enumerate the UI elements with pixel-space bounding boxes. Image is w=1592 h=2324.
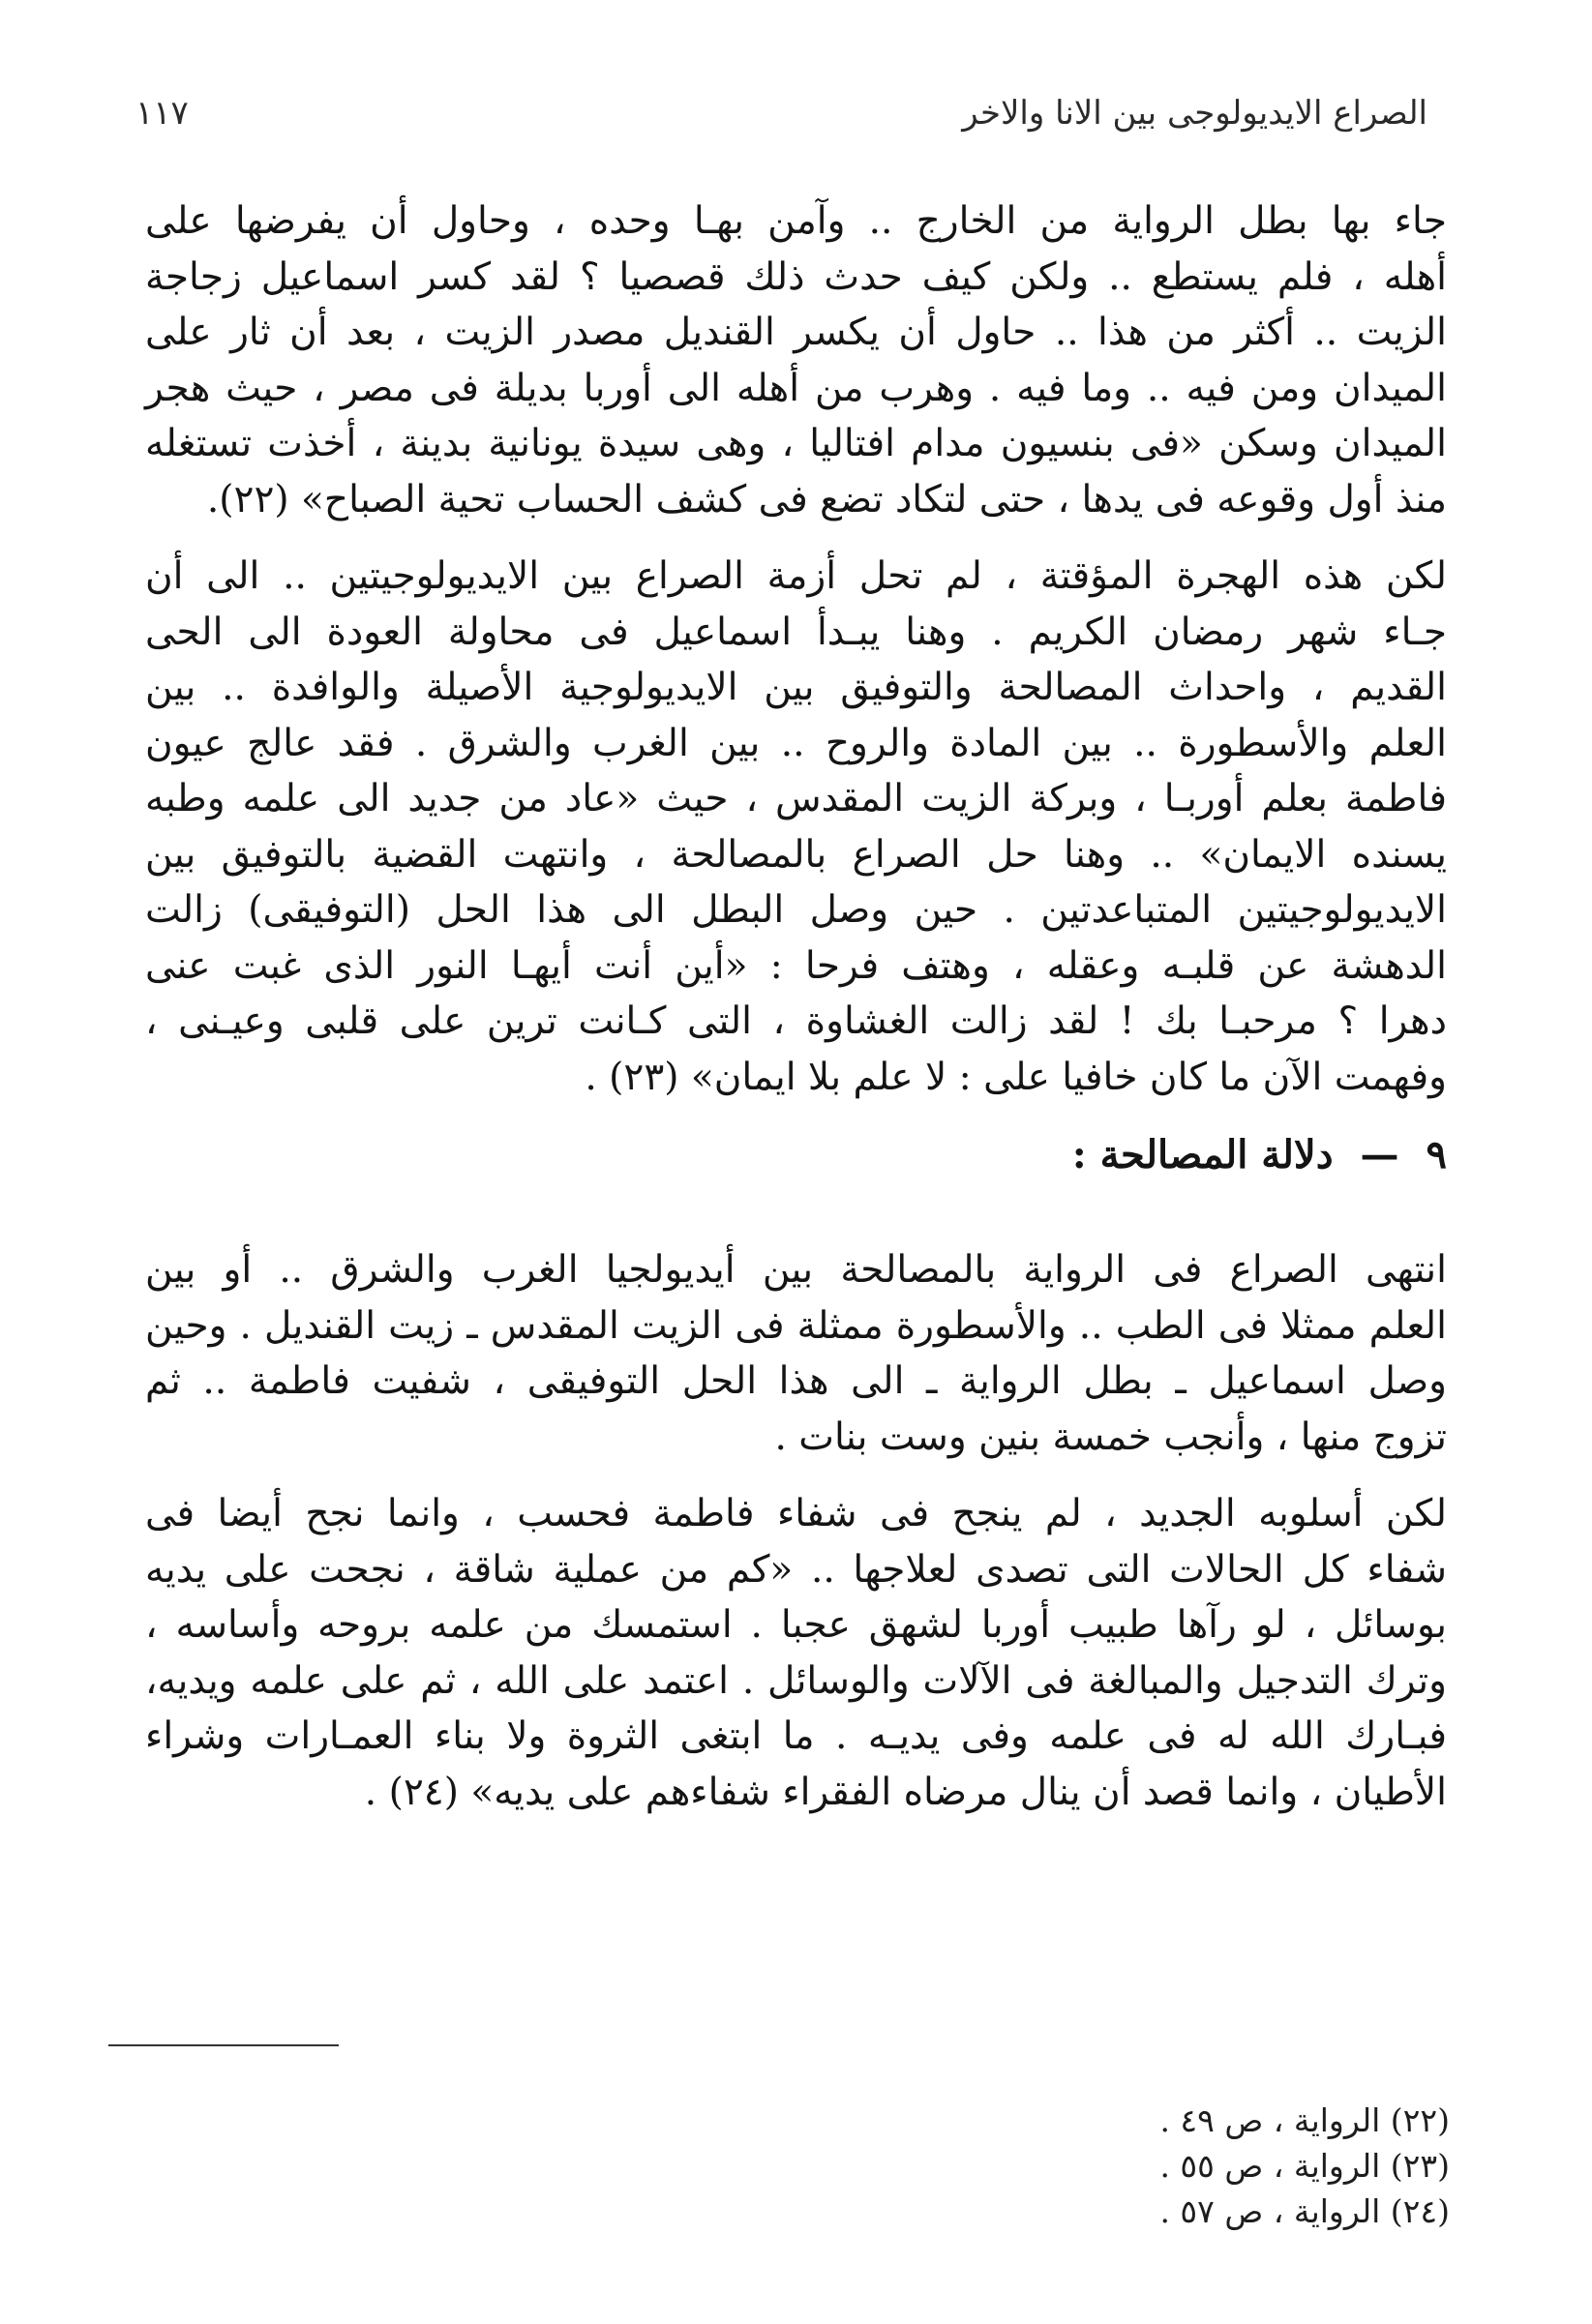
text-line: شفاء كل الحالات التى تصدى لعلاجها .. «كم من عملية شاقة ، نجحت على يديه: [145, 1547, 1447, 1592]
text-line: فاطمة بعلم أوربـا ، وبركة الزيت المقدس ، حيث «عاد من جديد الى علمه وطبه: [145, 777, 1447, 820]
running-head: [135, 89, 1427, 137]
text-line: الايديولوجيتين المتباعدتين . حين وصل البطل الى هذا الحل (التوفيقى) زالت: [145, 888, 1447, 932]
text-line: بوسائل ، لو رآها طبيب أوربا لشهق عجبا . استمسك من علمه بروحه وأساسه ،: [145, 1603, 1447, 1647]
footnote: (٢٤) الرواية ، ص ٥٧ .: [1159, 2192, 1450, 2230]
body-text: [145, 194, 1447, 1841]
text-line: انتهى الصراع فى الرواية بالمصالحة بين أيديولجيا الغرب والشرق .. أو بين: [145, 1248, 1447, 1292]
section-number: ٩: [1426, 1132, 1447, 1177]
text-line: وترك التدجيل والمبالغة فى الآلات والوسائل . اعتمد على الله ، ثم على علمه ويديه،: [145, 1658, 1447, 1703]
text-line: أهله ، فلم يستطع .. ولكن كيف حدث ذلك قصصيا ؟ لقد كسر اسماعيل زجاجة: [145, 254, 1447, 299]
text-line: الميدان وسكن «فى بنسيون مدام افتاليا ، وهى سيدة يونانية بدينة ، أخذت تستغله: [145, 422, 1447, 465]
footnotes: [1159, 2098, 1450, 2234]
text-line: جاء بها بطل الرواية من الخارج .. وآمن بهـا وحده ، وحاول أن يفرضها على: [145, 199, 1447, 243]
text-line: القديم ، واحداث المصالحة والتوفيق بين الايديولوجية الأصيلة والوافدة .. بين: [145, 666, 1447, 709]
paragraph-2: [145, 549, 1447, 1105]
text-line: الدهشة عن قلبـه وعقله ، وهتف فرحا : «أين أنت أيهـا النور الذى غبت عنى: [145, 943, 1447, 988]
paragraph-4: [145, 1486, 1447, 1820]
footnote: (٢٣) الرواية ، ص ٥٥ .: [1159, 2147, 1450, 2185]
text-line: لكن هذه الهجرة المؤقتة ، لم تحل أزمة الصراع بين الايديولوجيتين .. الى أن: [145, 554, 1447, 598]
text-line: وفهمت الآن ما كان خافيا على : لا علم بلا ايمان» (٢٣) .: [585, 1055, 1447, 1099]
text-line: فبـارك الله له فى علمه وفى يديـه . ما ابتغى الثروة ولا بناء العمـارات وشراء: [145, 1714, 1447, 1758]
text-line: جـاء شهر رمضان الكريم . وهنا يبـدأ اسماعيل فى محاولة العودة الى الحى: [145, 610, 1447, 654]
text-line: وصل اسماعيل ـ بطل الرواية ـ الى هذا الحل التوفيقى ، شفيت فاطمة .. ثم: [145, 1359, 1447, 1403]
text-line: دهرا ؟ مرحبـا بك ! لقد زالت الغشاوة ، التى كـانت ترين على قلبى وعيـنى ،: [145, 999, 1447, 1043]
text-line: الأطيان ، وانما قصد أن ينال مرضاه الفقراء شفاءهم على يديه» (٢٤) .: [364, 1770, 1447, 1814]
section-heading: [145, 1126, 1447, 1184]
text-line: الزيت .. أكثر من هذا .. حاول أن يكسر القنديل مصدر الزيت ، بعد أن ثار على: [145, 311, 1447, 354]
text-line: الميدان ومن فيه .. وما فيه . وهرب من أهله الى أوربا بديلة فى مصر ، حيث هجر: [145, 366, 1447, 410]
text-line: تزوج منها ، وأنجب خمسة بنين وست بنات .: [774, 1415, 1447, 1459]
section-title: دلالة المصالحة :: [1071, 1132, 1334, 1177]
text-line: يسنده الايمان» .. وهنا حل الصراع بالمصالحة ، وانتهت القضية بالتوفيق بين: [145, 832, 1447, 877]
paragraph-3: [145, 1242, 1447, 1465]
text-line: العلم ممثلا فى الطب .. والأسطورة ممثلة فى الزيت المقدس ـ زيت القنديل . وحين: [145, 1303, 1447, 1348]
text-line: لكن أسلوبه الجديد ، لم ينجح فى شفاء فاطمة فحسب ، وانما نجح أيضا فى: [145, 1492, 1447, 1535]
text-line: منذ أول وقوعه فى يدها ، حتى لتكاد تضع فى كشف الحساب تحية الصباح» (٢٢).: [206, 477, 1447, 521]
footnote: (٢٢) الرواية ، ص ٤٩ .: [1159, 2101, 1450, 2139]
text-line: العلم والأسطورة .. بين المادة والروح .. بين الغرب والشرق . فقد عالج عيون: [145, 721, 1447, 765]
paragraph-1: [145, 194, 1447, 527]
section-dash: —: [1360, 1132, 1399, 1177]
page-number: ١١٧: [135, 94, 189, 133]
running-head-title: الصراع الايديولوجى بين الانا والاخر: [962, 94, 1427, 133]
footnote-divider: [108, 2044, 339, 2046]
